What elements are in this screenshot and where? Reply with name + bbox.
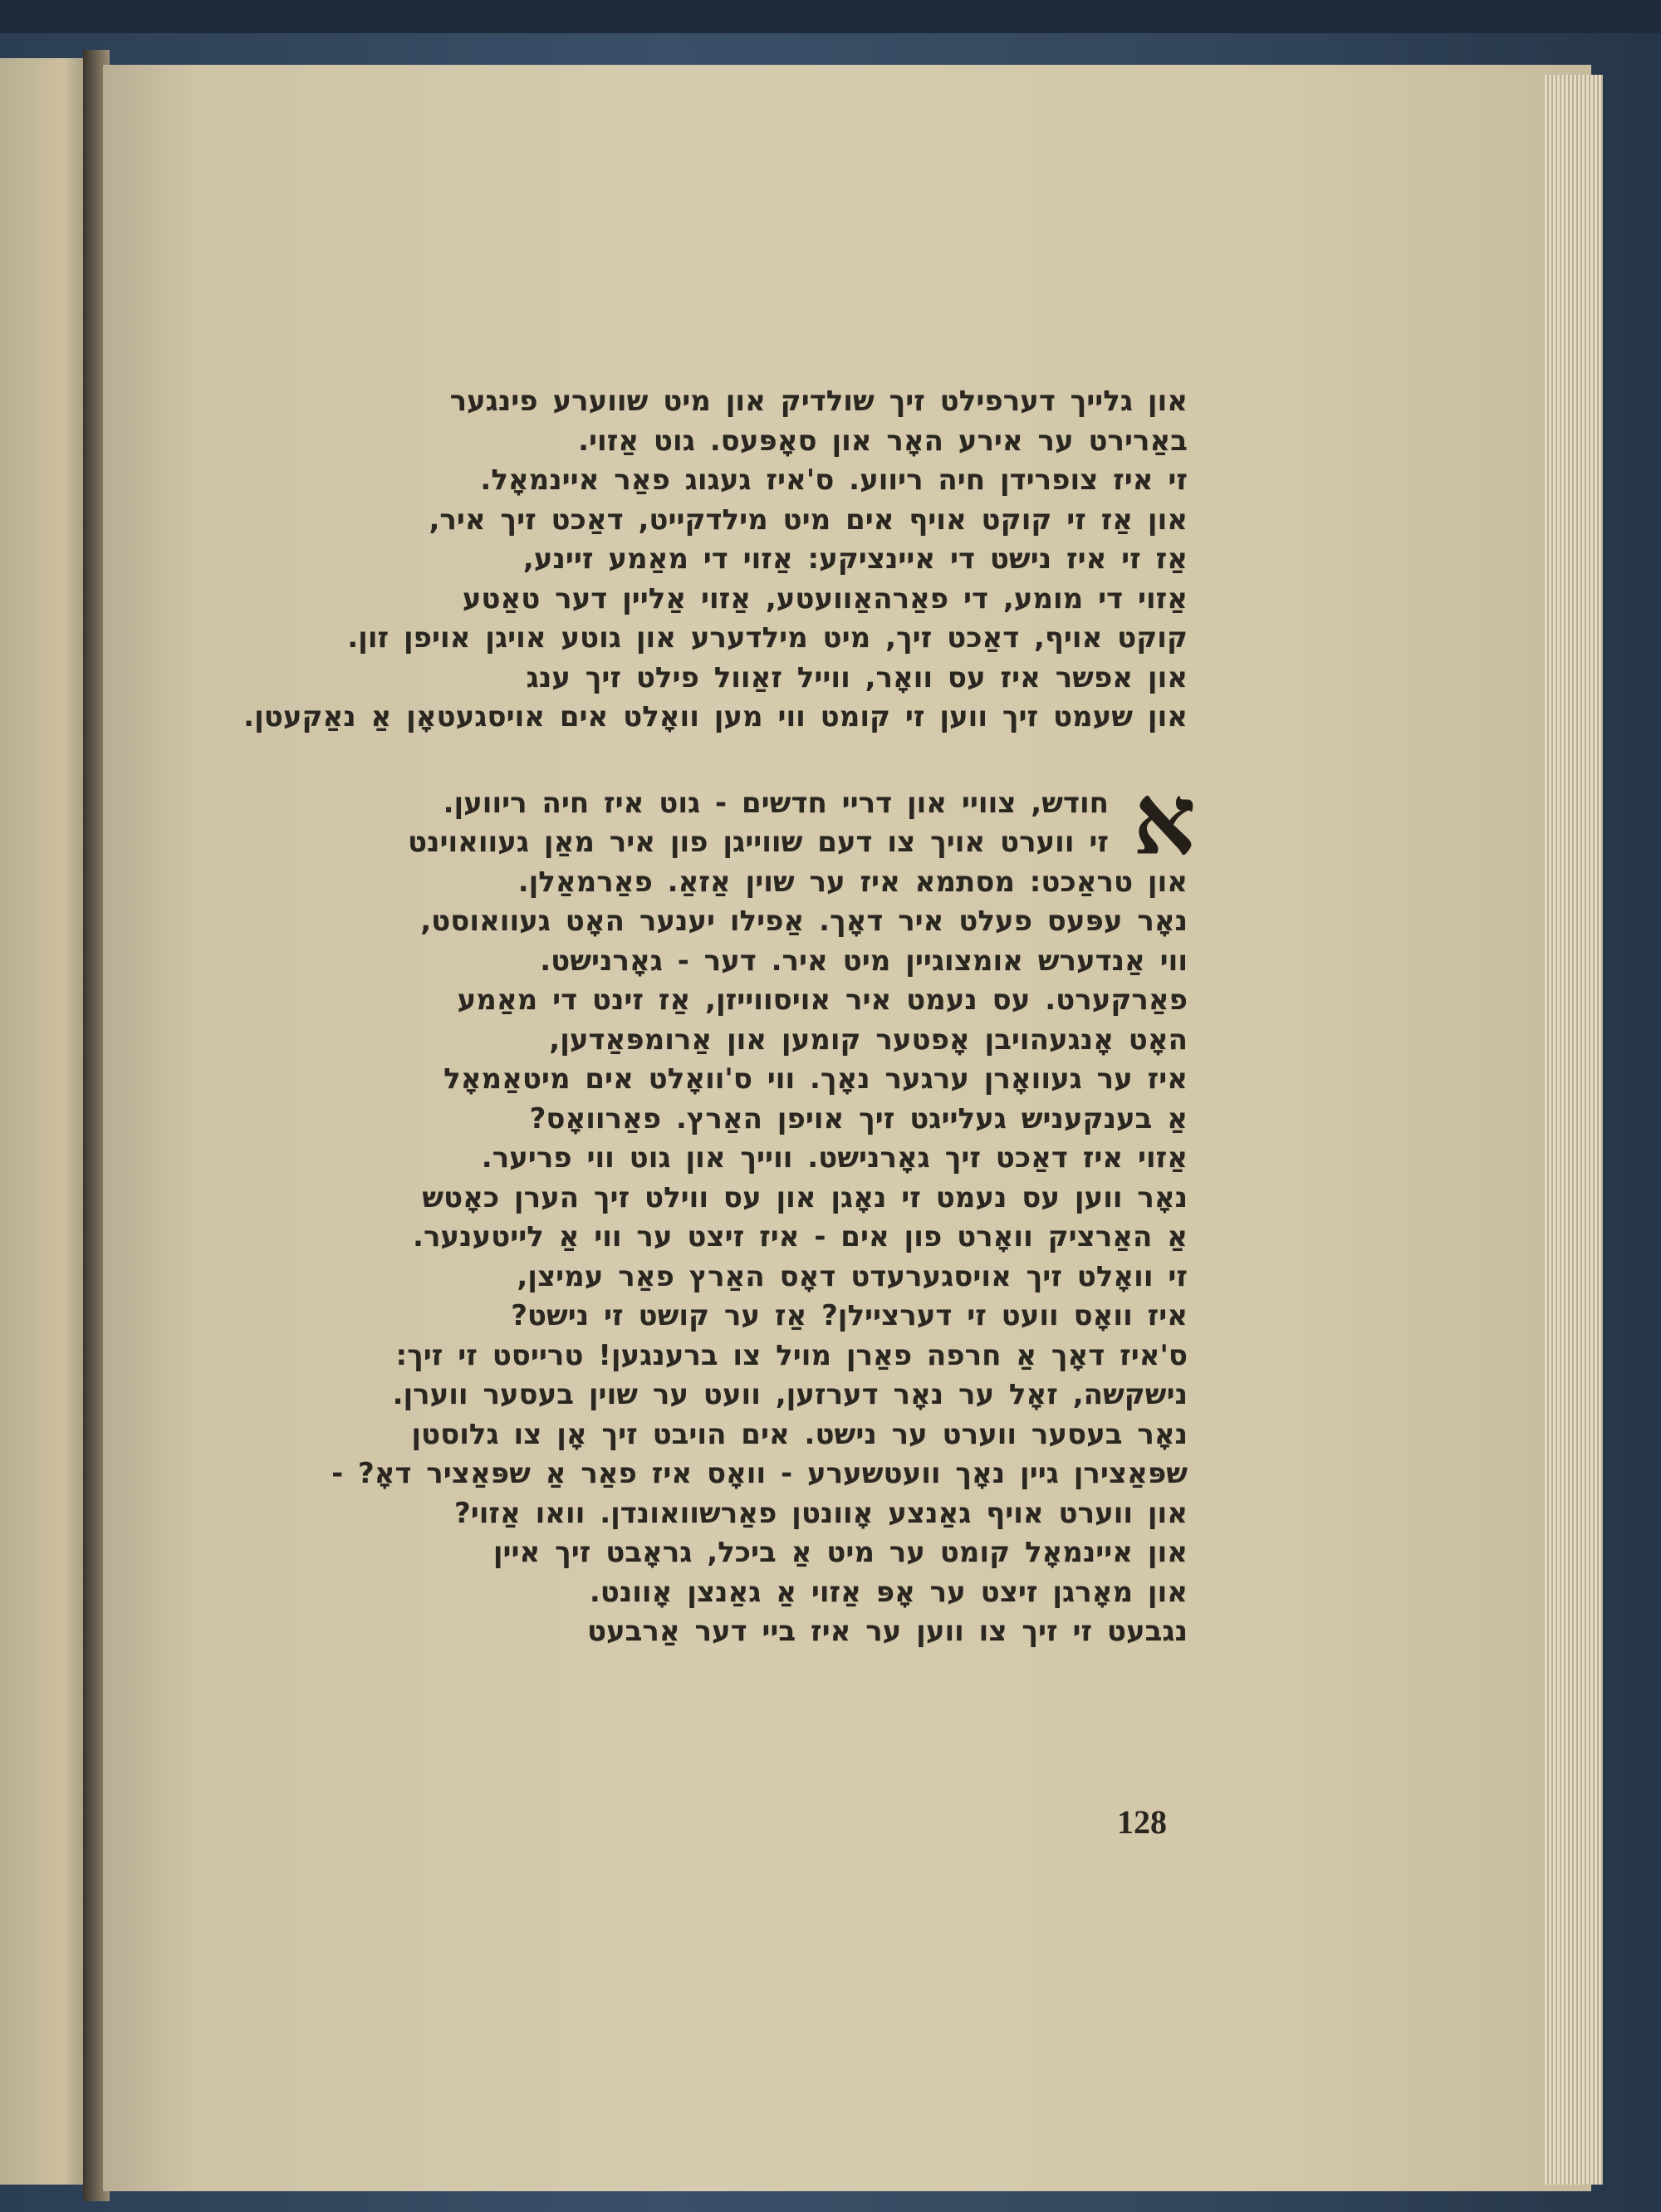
- text-line: פאַרקערט. עס נעמט איר אויסווייזן, אַז זינט די מאַמע: [457, 983, 1188, 1017]
- text-line: איז ער געוואָרן ערגער נאָך. ווי ס'וואָלט אים מיטאַמאָל: [443, 1062, 1188, 1096]
- text-line: שפּאַצירן גיין נאָך וועטשערע - וואָס איז פאַר אַ שפּאַציר דאָ? -: [331, 1457, 1188, 1490]
- text-line: חודש, צוויי און דריי חדשים - גוט איז חיה ריווען.: [443, 786, 1109, 820]
- text-line: זי איז צופרידן חיה ריווע. ס'איז געגוג פאַר איינמאָל.: [480, 463, 1188, 497]
- left-page-edge: [0, 58, 91, 2185]
- text-line: נאָר בעסער ווערט ער נישט. אים הויבט זיך אָן צו גלוסטן: [411, 1417, 1188, 1451]
- text-line: נישקשה, זאָל ער נאָר דערזען, וועט ער שוין בעסער ווערן.: [392, 1378, 1188, 1411]
- text-line: האָט אָנגעהויבן אָפטער קומען און אַרומפּאַדען,: [549, 1023, 1188, 1057]
- stanza-1: [191, 382, 1188, 738]
- page-stack-edges: [1545, 75, 1603, 2185]
- text-line: נאָר ווען עס נעמט זי נאָגן און עס ווילט זיך הערן כאָטש: [422, 1180, 1188, 1214]
- text-line: זי וואָלט זיך אויסגערעדט דאָס האַרץ פאַר עמיצן,: [517, 1259, 1188, 1293]
- text-line: און איינמאָל קומט ער מיט אַ ביכל, גראָבט זיך איין: [492, 1536, 1188, 1569]
- text-line: נגבעט זי זיך צו ווען ער איז ביי דער אַרבעט: [586, 1615, 1188, 1648]
- text-line: אַז זי איז נישט די איינציקע: אַזוי די מאַמע זיינע,: [522, 542, 1188, 576]
- text-line: קוקט אויף, דאַכט זיך, מיט מילדערע און גוטע אויגן אויפן זון.: [347, 621, 1188, 655]
- drop-cap: א: [1133, 761, 1196, 877]
- text-line: און טראַכט: מסתמא איז ער שוין אַזאַ. פאַרמאַלן.: [517, 865, 1188, 899]
- text-line: אַ האַרציק וואָרט פון אים - איז זיצט ער ווי אַ לייטענער.: [413, 1220, 1188, 1253]
- page-text: [191, 382, 1196, 1652]
- text-line: און אַז זי קוקט אויף אים מיט מילדקייט, דאַכט זיך איר,: [429, 503, 1188, 537]
- stanza-gap: [191, 738, 1188, 784]
- text-line: ס'איז דאָך אַ חרפה פאַרן מויל צו ברענגען! טרייסט זי זיך:: [395, 1338, 1188, 1372]
- text-line: זי ווערט אויך צו דעם שווייגן פון איר מאַן געוואוינט: [407, 826, 1109, 859]
- text-line: און מאָרגן זיצט ער אָפּ אַזוי אַ גאַנצן אָוונט.: [589, 1575, 1188, 1609]
- page-number: 128: [1117, 1803, 1167, 1841]
- text-line: אַזוי די מומע, די פאַרהאַוועטע, אַזוי אַליין דער טאַטע: [462, 581, 1188, 616]
- stanza-2: [191, 761, 1196, 1652]
- text-line: און אפשר איז עס וואָר, ווייל זאַוול פילט זיך ענג: [526, 660, 1188, 694]
- text-line: און ווערט אויף גאַנצע אָוונטן פאַרשוואונדן. וואו אַזוי?: [454, 1496, 1188, 1530]
- text-line: איז וואָס וועט זי דערציילן? אַז ער קושט זי נישט?: [511, 1299, 1188, 1332]
- text-line: אַ בענקעניש געלייגט זיך אויפן האַרץ. פאַרוואָס?: [529, 1101, 1188, 1135]
- text-line: באַרירט ער אירע האָר און סאָפּעס. גוט אַזוי.: [578, 424, 1188, 458]
- text-line: און שעמט זיך ווען זי קומט ווי מען וואָלט אים אויסגעטאָן אַ נאַקעטן.: [243, 700, 1188, 733]
- text-line: ווי אַנדערש אומצוגיין מיט איר. דער - גאָרנישט.: [540, 944, 1188, 978]
- text-line: נאָר עפּעס פעלט איר דאָך. אַפילו יענער האָט געוואוסט,: [420, 905, 1188, 938]
- text-line: אַזוי איז דאַכט זיך גאָרנישט. ווייך און גוט ווי פריער.: [481, 1141, 1188, 1175]
- text-line: און גלייך דערפילט זיך שולדיק און מיט שווערע פינגער: [449, 385, 1188, 418]
